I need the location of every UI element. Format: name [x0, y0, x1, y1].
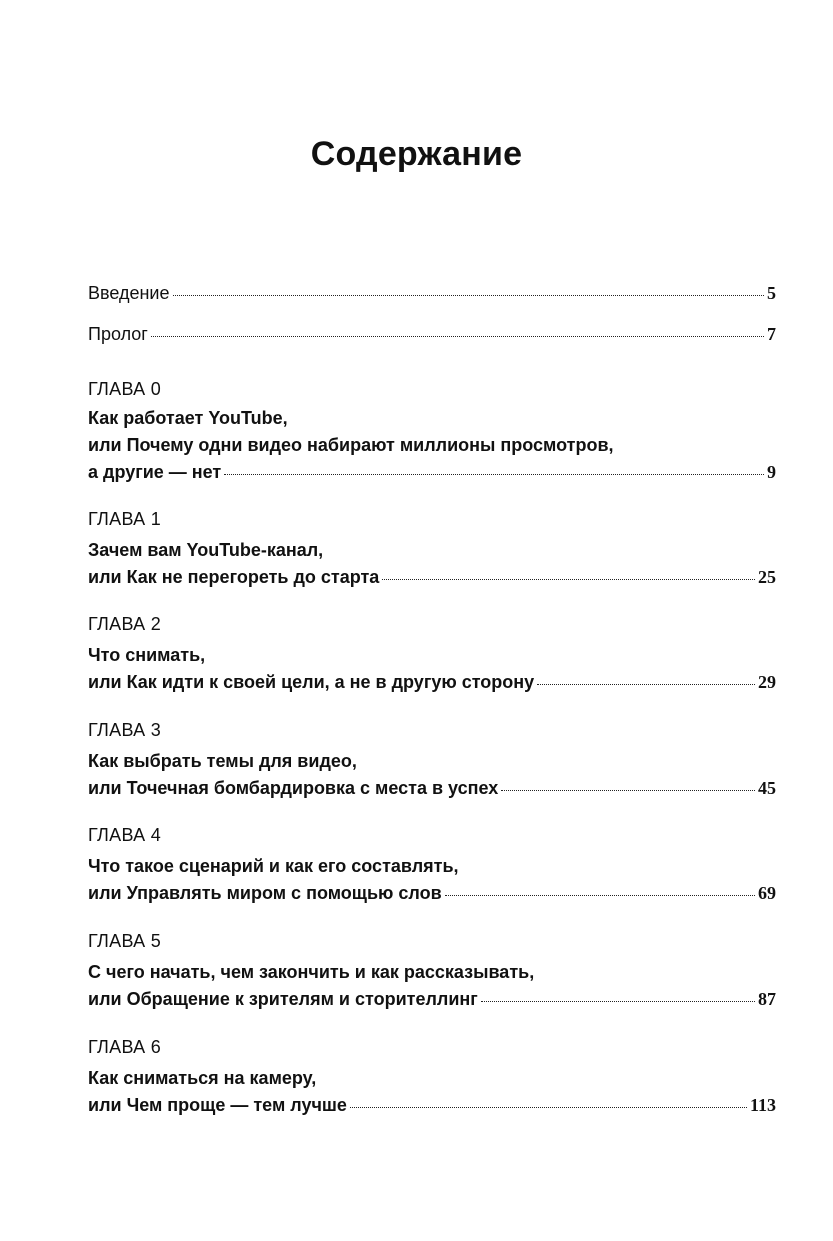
toc-entry-chapter-4[interactable]	[88, 880, 776, 906]
chapter-label: ГЛАВА 3	[88, 720, 162, 740]
chapter-heading-line: Как работает YouTube,	[88, 408, 288, 428]
dot-leader	[537, 684, 755, 685]
chapter-heading-line: Как выбрать темы для видео,	[88, 751, 357, 771]
dot-leader	[224, 474, 764, 475]
chapter-heading-line: Зачем вам YouTube-канал,	[88, 540, 324, 560]
chapter-label: ГЛАВА 4	[88, 825, 162, 845]
toc-entry-title: Введение	[88, 283, 170, 303]
chapter-heading-line: или Управлять миром с помощью слов	[88, 883, 442, 903]
toc-entry-chapter-3[interactable]	[88, 775, 776, 801]
toc-page-number: 45	[758, 778, 776, 798]
chapter-label: ГЛАВА 2	[88, 614, 162, 634]
chapter-heading-line: Что снимать,	[88, 645, 206, 665]
dot-leader	[173, 295, 764, 296]
toc-entry-chapter-5[interactable]	[88, 986, 776, 1012]
chapter-heading-line: или Обращение к зрителям и сторителлинг	[88, 989, 478, 1009]
toc-page-number: 5	[767, 283, 776, 303]
toc-page-number: 29	[758, 672, 776, 692]
dot-leader	[382, 579, 755, 580]
dot-leader	[151, 336, 764, 337]
chapter-label: ГЛАВА 1	[88, 509, 162, 529]
chapter-heading-line: или Как не перегореть до старта	[88, 567, 380, 587]
chapter-heading-line: или Чем проще — тем лучше	[88, 1095, 347, 1115]
chapter-heading-line: или Как идти к своей цели, а не в другую сторону	[88, 672, 535, 692]
dot-leader	[481, 1001, 755, 1002]
chapter-heading-line: или Почему одни видео набирают миллионы просмотров,	[88, 435, 614, 455]
chapter-heading-line: С чего начать, чем закончить и как рассказывать,	[88, 962, 535, 982]
toc-page-number: 7	[767, 324, 776, 344]
toc-page-number: 25	[758, 567, 776, 587]
chapter-label: ГЛАВА 6	[88, 1037, 162, 1057]
chapter-heading-line: Как сниматься на камеру,	[88, 1068, 317, 1088]
chapter-heading-line: или Точечная бомбардировка с места в успех	[88, 778, 499, 798]
toc-page-number: 69	[758, 883, 776, 903]
toc-entry-chapter-0[interactable]	[88, 459, 776, 485]
toc-entry-title: Пролог	[88, 324, 148, 344]
chapter-heading-line: Что такое сценарий и как его составлять,	[88, 856, 459, 876]
toc-page-number: 87	[758, 989, 776, 1009]
toc-page-number: 9	[767, 462, 776, 482]
toc-entry-chapter-2[interactable]	[88, 669, 776, 695]
toc-entry-chapter-1[interactable]	[88, 564, 776, 590]
toc-entry-intro[interactable]	[88, 280, 776, 306]
dot-leader	[501, 790, 755, 791]
dot-leader	[350, 1107, 747, 1108]
toc-entry-chapter-6[interactable]	[88, 1092, 776, 1118]
chapter-heading-line: а другие — нет	[88, 462, 222, 482]
toc-entry-prologue[interactable]	[88, 321, 776, 347]
page-title: Содержание	[310, 135, 523, 173]
chapter-label: ГЛАВА 5	[88, 931, 162, 951]
toc-page-number: 113	[749, 1095, 776, 1115]
chapter-label: ГЛАВА 0	[88, 379, 162, 399]
dot-leader	[445, 895, 755, 896]
